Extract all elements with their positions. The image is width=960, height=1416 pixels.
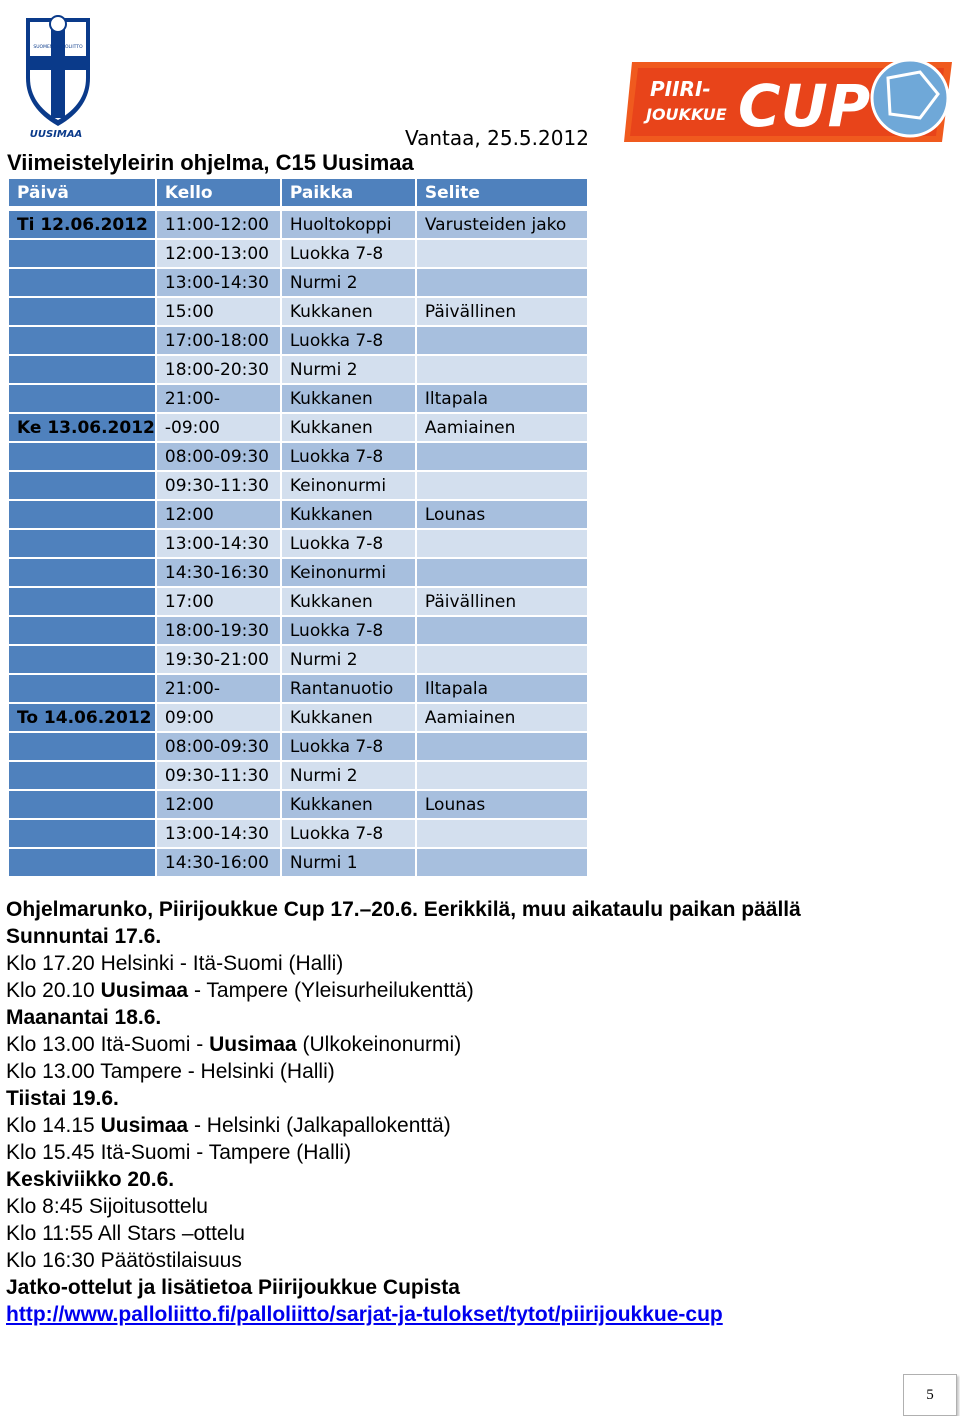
place-cell: Kukkanen — [282, 298, 415, 325]
column-header: Selite — [417, 179, 587, 206]
place-cell: Nurmi 2 — [282, 646, 415, 673]
match-line: Klo 16:30 Päätöstilaisuus — [6, 1249, 242, 1272]
place-cell: Nurmi 2 — [282, 762, 415, 789]
program-heading: Ohjelmarunko, Piirijoukkue Cup 17.–20.6. Eerikkilä, muu aikataulu paikan päällä — [6, 898, 801, 921]
day-heading: Maanantai 18.6. — [6, 1006, 162, 1029]
schedule-body — [9, 179, 587, 876]
day-cell — [9, 298, 155, 325]
note-cell — [417, 762, 587, 789]
note-cell — [417, 849, 587, 876]
time-cell: 09:30-11:30 — [157, 472, 280, 499]
table-spacer — [9, 208, 587, 209]
time-cell: 19:30-21:00 — [157, 646, 280, 673]
logo-region-text: UUSIMAA — [29, 129, 83, 140]
table-row — [9, 820, 587, 847]
note-cell: Varusteiden jako — [417, 211, 587, 238]
page-number: 5 — [903, 1374, 957, 1416]
logo-line2: JOUKKUE — [646, 105, 727, 124]
day-cell — [9, 675, 155, 702]
day-cell — [9, 762, 155, 789]
place-cell: Luokka 7-8 — [282, 240, 415, 267]
table-row — [9, 675, 587, 702]
note-cell — [417, 240, 587, 267]
table-row — [9, 849, 587, 876]
table-row — [9, 530, 587, 557]
day-cell — [9, 385, 155, 412]
schedule-table — [7, 177, 589, 878]
time-cell: 17:00 — [157, 588, 280, 615]
place-cell: Nurmi 2 — [282, 356, 415, 383]
logo-line1: PIIRI- — [650, 77, 711, 101]
note-cell: Lounas — [417, 501, 587, 528]
place-cell: Kukkanen — [282, 385, 415, 412]
table-row — [9, 588, 587, 615]
table-row — [9, 791, 587, 818]
time-cell: 11:00-12:00 — [157, 211, 280, 238]
day-cell — [9, 356, 155, 383]
day-cell — [9, 559, 155, 586]
place-cell: Huoltokoppi — [282, 211, 415, 238]
match-line: Klo 15.45 Itä-Suomi - Tampere (Halli) — [6, 1141, 352, 1164]
note-cell — [417, 646, 587, 673]
place-cell: Luokka 7-8 — [282, 530, 415, 557]
note-cell: Iltapala — [417, 385, 587, 412]
table-row — [9, 414, 587, 441]
note-cell — [417, 443, 587, 470]
place-cell: Keinonurmi — [282, 472, 415, 499]
note-cell: Päivällinen — [417, 588, 587, 615]
time-cell: 08:00-09:30 — [157, 443, 280, 470]
table-header-row — [9, 179, 587, 206]
time-cell: -09:00 — [157, 414, 280, 441]
time-cell: 12:00 — [157, 791, 280, 818]
spacer-cell — [157, 208, 280, 209]
table-row — [9, 646, 587, 673]
day-cell — [9, 791, 155, 818]
note-cell — [417, 472, 587, 499]
note-cell — [417, 559, 587, 586]
table-row — [9, 733, 587, 760]
match-rest: - Tampere (Yleisurheilukenttä) — [188, 979, 474, 1002]
day-cell: Ti 12.06.2012 — [9, 211, 155, 238]
spacer-cell — [282, 208, 415, 209]
day-cell: Ke 13.06.2012 — [9, 414, 155, 441]
match-line: Klo 13.00 Tampere - Helsinki (Halli) — [6, 1060, 335, 1083]
note-cell: Aamiainen — [417, 704, 587, 731]
note-cell — [417, 733, 587, 760]
day-cell — [9, 820, 155, 847]
place-cell: Luokka 7-8 — [282, 733, 415, 760]
day-cell — [9, 617, 155, 644]
table-row — [9, 356, 587, 383]
time-cell: 09:00 — [157, 704, 280, 731]
time-cell: 21:00- — [157, 385, 280, 412]
match-line: Klo 11:55 All Stars –ottelu — [6, 1222, 245, 1245]
note-cell — [417, 530, 587, 557]
place-cell: Rantanuotio — [282, 675, 415, 702]
place-cell: Luokka 7-8 — [282, 443, 415, 470]
note-cell — [417, 820, 587, 847]
table-row — [9, 269, 587, 296]
match-line — [6, 1112, 946, 1139]
table-row — [9, 472, 587, 499]
place-cell: Luokka 7-8 — [282, 820, 415, 847]
time-cell: 09:30-11:30 — [157, 762, 280, 789]
logo-cup: CUP — [738, 72, 871, 140]
note-cell — [417, 327, 587, 354]
spacer-cell — [417, 208, 587, 209]
team-uusimaa: Uusimaa — [100, 979, 189, 1002]
day-cell: To 14.06.2012 — [9, 704, 155, 731]
note-cell: Päivällinen — [417, 298, 587, 325]
table-row — [9, 559, 587, 586]
match-time: Klo 13.00 Itä-Suomi - — [6, 1033, 210, 1056]
place-cell: Kukkanen — [282, 501, 415, 528]
place-cell: Luokka 7-8 — [282, 327, 415, 354]
table-row — [9, 211, 587, 238]
match-rest: - Helsinki (Jalkapallokenttä) — [188, 1114, 451, 1137]
day-heading: Sunnuntai 17.6. — [6, 925, 162, 948]
place-cell: Kukkanen — [282, 704, 415, 731]
day-cell — [9, 646, 155, 673]
team-uusimaa: Uusimaa — [100, 1114, 189, 1137]
match-rest: (Ulkokeinonurmi) — [296, 1033, 462, 1056]
time-cell: 12:00 — [157, 501, 280, 528]
day-cell — [9, 849, 155, 876]
table-row — [9, 298, 587, 325]
piirijoukkue-cup-logo — [620, 58, 956, 148]
place-cell: Nurmi 1 — [282, 849, 415, 876]
day-heading: Tiistai 19.6. — [6, 1087, 119, 1110]
uusimaa-logo — [18, 8, 98, 143]
day-cell — [9, 588, 155, 615]
table-row — [9, 443, 587, 470]
table-row — [9, 762, 587, 789]
day-cell — [9, 733, 155, 760]
match-line — [6, 1031, 946, 1058]
note-cell: Aamiainen — [417, 414, 587, 441]
note-cell: Lounas — [417, 791, 587, 818]
time-cell: 15:00 — [157, 298, 280, 325]
column-header: Päivä — [9, 179, 155, 206]
time-cell: 13:00-14:30 — [157, 820, 280, 847]
team-uusimaa: Uusimaa — [209, 1033, 297, 1056]
day-cell — [9, 240, 155, 267]
match-time: Klo 20.10 — [6, 979, 101, 1002]
program-section — [6, 896, 946, 1328]
spacer-cell — [9, 208, 155, 209]
place-cell: Nurmi 2 — [282, 269, 415, 296]
time-cell: 14:30-16:00 — [157, 849, 280, 876]
table-row — [9, 617, 587, 644]
day-cell — [9, 327, 155, 354]
place-cell: Luokka 7-8 — [282, 617, 415, 644]
column-header: Paikka — [282, 179, 415, 206]
day-cell — [9, 443, 155, 470]
time-cell: 13:00-14:30 — [157, 269, 280, 296]
time-cell: 18:00-20:30 — [157, 356, 280, 383]
note-cell — [417, 356, 587, 383]
match-line: Klo 17.20 Helsinki - Itä-Suomi (Halli) — [6, 952, 344, 975]
cup-info-link[interactable]: http://www.palloliitto.fi/palloliitto/sarjat-ja-tulokset/tytot/piirijoukkue-cup — [6, 1303, 723, 1326]
day-cell — [9, 501, 155, 528]
time-cell: 18:00-19:30 — [157, 617, 280, 644]
place-date: Vantaa, 25.5.2012 — [405, 126, 589, 150]
table-row — [9, 385, 587, 412]
table-row — [9, 501, 587, 528]
match-line: Klo 8:45 Sijoitusottelu — [6, 1195, 208, 1218]
table-row — [9, 327, 587, 354]
note-cell — [417, 269, 587, 296]
time-cell: 17:00-18:00 — [157, 327, 280, 354]
match-time: Klo 14.15 — [6, 1114, 101, 1137]
place-cell: Kukkanen — [282, 791, 415, 818]
time-cell: 12:00-13:00 — [157, 240, 280, 267]
day-cell — [9, 530, 155, 557]
place-cell: Kukkanen — [282, 588, 415, 615]
page-title: Viimeistelyleirin ohjelma, C15 Uusimaa — [7, 150, 414, 175]
table-row — [9, 704, 587, 731]
place-cell: Kukkanen — [282, 414, 415, 441]
place-cell: Keinonurmi — [282, 559, 415, 586]
table-row — [9, 240, 587, 267]
logo-org-text: SUOMEN PALLOLIITTO — [33, 45, 83, 50]
day-cell — [9, 472, 155, 499]
time-cell: 13:00-14:30 — [157, 530, 280, 557]
time-cell: 14:30-16:30 — [157, 559, 280, 586]
note-cell — [417, 617, 587, 644]
note-cell: Iltapala — [417, 675, 587, 702]
column-header: Kello — [157, 179, 280, 206]
day-cell — [9, 269, 155, 296]
time-cell: 08:00-09:30 — [157, 733, 280, 760]
match-line — [6, 977, 946, 1004]
more-info-heading: Jatko-ottelut ja lisätietoa Piirijoukkue Cupista — [6, 1276, 460, 1299]
day-heading: Keskiviikko 20.6. — [6, 1168, 175, 1191]
time-cell: 21:00- — [157, 675, 280, 702]
